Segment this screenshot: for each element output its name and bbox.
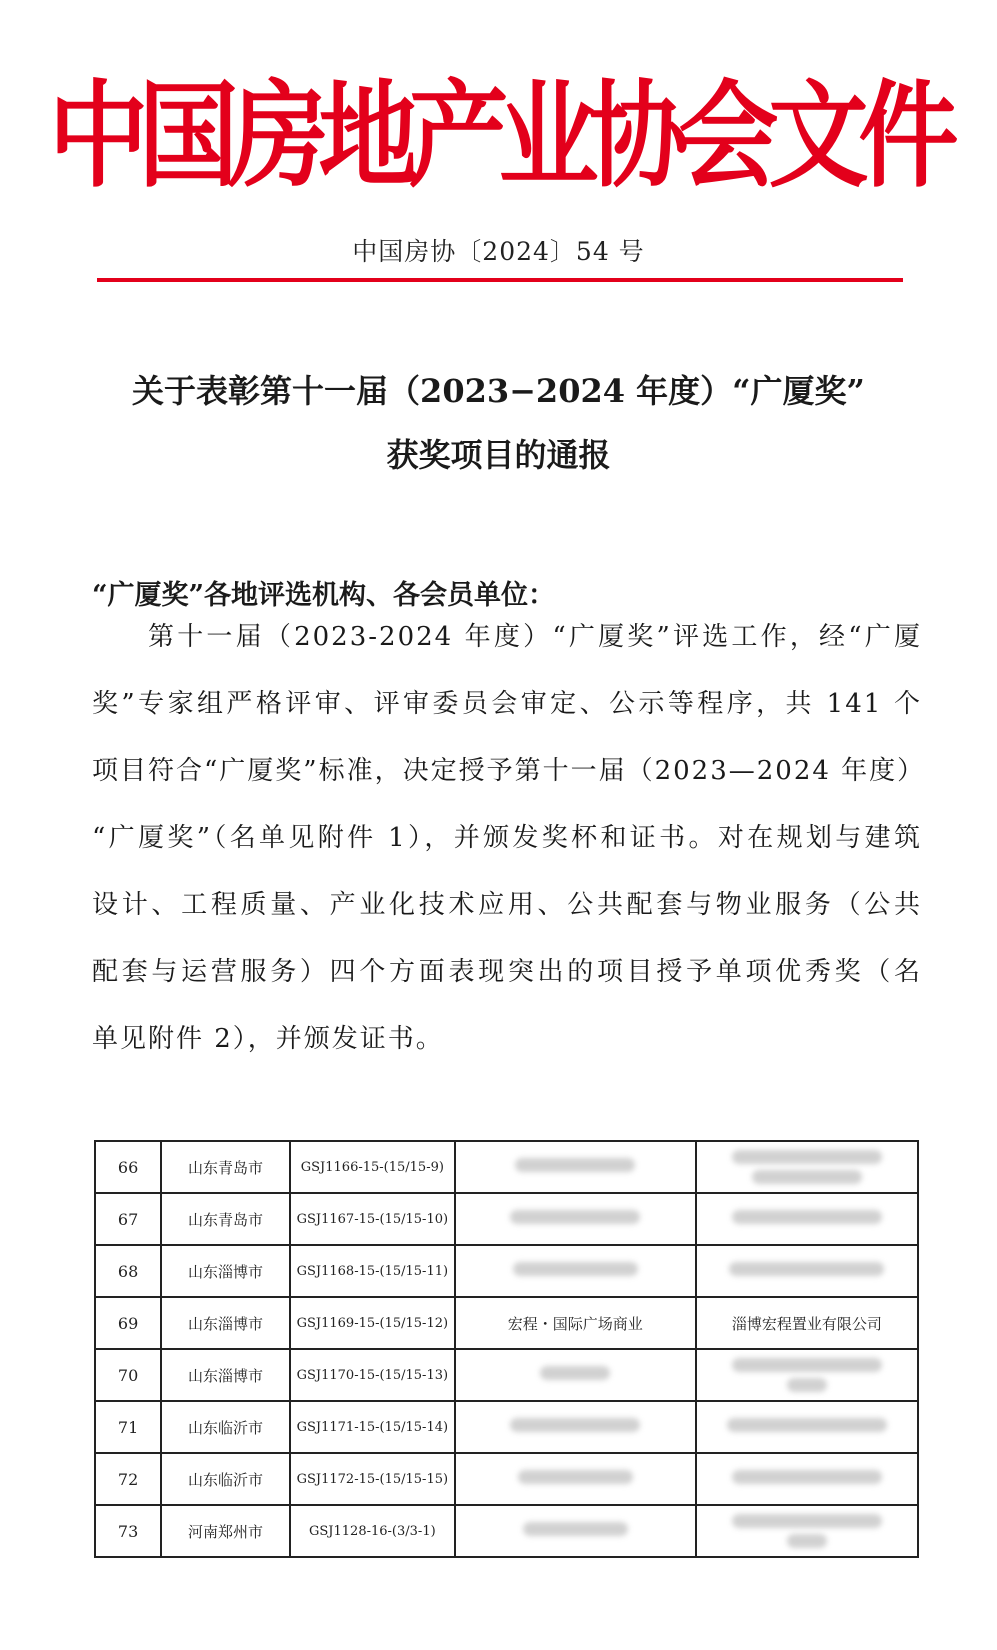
row-project-name: 宏程・国际广场商业 xyxy=(455,1297,696,1349)
row-number: 70 xyxy=(95,1349,161,1401)
redaction-blur xyxy=(732,1514,882,1528)
document-number: 中国房协〔2024〕54 号 xyxy=(352,237,645,266)
redaction-blur xyxy=(518,1470,633,1484)
table-row xyxy=(95,1297,918,1349)
row-company-name xyxy=(696,1193,918,1245)
redacted-text xyxy=(732,1358,882,1392)
redaction-blur xyxy=(515,1158,635,1172)
table-row xyxy=(95,1141,918,1193)
redaction-blur xyxy=(787,1534,827,1548)
row-city: 山东淄博市 xyxy=(161,1245,290,1297)
row-city: 山东淄博市 xyxy=(161,1297,290,1349)
table-row xyxy=(95,1401,918,1453)
redaction-blur xyxy=(732,1470,882,1484)
row-project-name xyxy=(455,1453,696,1505)
redacted-text xyxy=(732,1210,882,1224)
row-project-code: GSJ1128-16-(3/3-1) xyxy=(290,1505,455,1557)
notice-title-line-1: 关于表彰第十一届（2023−2024 年度）“广厦奖” xyxy=(132,372,865,410)
redaction-blur xyxy=(787,1378,827,1392)
redacted-text xyxy=(732,1470,882,1484)
row-project-name xyxy=(455,1349,696,1401)
row-project-name xyxy=(455,1505,696,1557)
paragraph-line: “广厦奖”（名单见附件 1），并颁发奖杯和证书。对在规划与建筑 xyxy=(92,823,922,853)
row-number: 66 xyxy=(95,1141,161,1193)
redaction-blur xyxy=(732,1150,882,1164)
row-project-code: GSJ1170-15-(15/15-13) xyxy=(290,1349,455,1401)
redacted-text xyxy=(732,1150,882,1184)
salutation: “广厦奖”各地评选机构、各会员单位： xyxy=(92,580,556,611)
redaction-blur xyxy=(540,1366,610,1380)
redaction-blur xyxy=(523,1522,628,1536)
row-project-name xyxy=(455,1401,696,1453)
row-company-name: 淄博宏程置业有限公司 xyxy=(696,1297,918,1349)
row-project-code: GSJ1169-15-(15/15-12) xyxy=(290,1297,455,1349)
row-company-name xyxy=(696,1349,918,1401)
paragraph-line: 第十一届（2023-2024 年度）“广厦奖”评选工作，经“广厦 xyxy=(148,622,922,652)
row-project-code: GSJ1168-15-(15/15-11) xyxy=(290,1245,455,1297)
row-number: 67 xyxy=(95,1193,161,1245)
row-project-code: GSJ1171-15-(15/15-14) xyxy=(290,1401,455,1453)
redaction-blur xyxy=(729,1262,884,1276)
row-project-code: GSJ1167-15-(15/15-10) xyxy=(290,1193,455,1245)
redacted-text xyxy=(729,1262,884,1276)
row-project-name xyxy=(455,1141,696,1193)
row-city: 山东青岛市 xyxy=(161,1141,290,1193)
table-row xyxy=(95,1349,918,1401)
paragraph-line: 配套与运营服务）四个方面表现突出的项目授予单项优秀奖（名 xyxy=(92,957,922,987)
row-city: 山东青岛市 xyxy=(161,1193,290,1245)
redacted-text xyxy=(515,1158,635,1172)
redacted-text xyxy=(523,1522,628,1536)
row-company-name xyxy=(696,1245,918,1297)
row-company-name xyxy=(696,1141,918,1193)
row-city: 河南郑州市 xyxy=(161,1505,290,1557)
header-red-rule xyxy=(97,278,903,282)
paragraph-line: 项目符合“广厦奖”标准，决定授予第十一届（2023—2024 年度） xyxy=(92,756,926,786)
paragraph-line: 设计、工程质量、产业化技术应用、公共配套与物业服务（公共 xyxy=(92,890,922,920)
redacted-text xyxy=(518,1470,633,1484)
row-company-name xyxy=(696,1401,918,1453)
redaction-blur xyxy=(732,1358,882,1372)
redacted-text xyxy=(540,1366,610,1380)
redacted-text xyxy=(732,1514,882,1548)
redaction-blur xyxy=(510,1210,640,1224)
row-city: 山东临沂市 xyxy=(161,1453,290,1505)
row-number: 73 xyxy=(95,1505,161,1557)
table-row xyxy=(95,1453,918,1505)
notice-title-line-2: 获奖项目的通报 xyxy=(386,436,611,474)
redaction-blur xyxy=(727,1418,887,1432)
row-project-name xyxy=(455,1193,696,1245)
redaction-blur xyxy=(510,1418,640,1432)
row-number: 72 xyxy=(95,1453,161,1505)
redaction-blur xyxy=(752,1170,862,1184)
redaction-blur xyxy=(732,1210,882,1224)
redacted-text xyxy=(513,1262,638,1276)
row-number: 69 xyxy=(95,1297,161,1349)
redaction-blur xyxy=(513,1262,638,1276)
row-number: 71 xyxy=(95,1401,161,1453)
row-project-name xyxy=(455,1245,696,1297)
paragraph-line: 奖”专家组严格评审、评审委员会审定、公示等程序，共 141 个 xyxy=(92,689,922,719)
redacted-text xyxy=(510,1210,640,1224)
document-header-title: 中国房地产业协会文件 xyxy=(48,67,949,203)
row-project-code: GSJ1166-15-(15/15-9) xyxy=(290,1141,455,1193)
row-number: 68 xyxy=(95,1245,161,1297)
row-company-name xyxy=(696,1453,918,1505)
row-city: 山东临沂市 xyxy=(161,1401,290,1453)
paragraph-line: 单见附件 2），并颁发证书。 xyxy=(92,1024,444,1054)
awards-table xyxy=(94,1140,919,1558)
table-row xyxy=(95,1245,918,1297)
row-city: 山东淄博市 xyxy=(161,1349,290,1401)
redacted-text xyxy=(510,1418,640,1432)
table-row xyxy=(95,1505,918,1557)
row-project-code: GSJ1172-15-(15/15-15) xyxy=(290,1453,455,1505)
table-row xyxy=(95,1193,918,1245)
redacted-text xyxy=(727,1418,887,1432)
row-company-name xyxy=(696,1505,918,1557)
